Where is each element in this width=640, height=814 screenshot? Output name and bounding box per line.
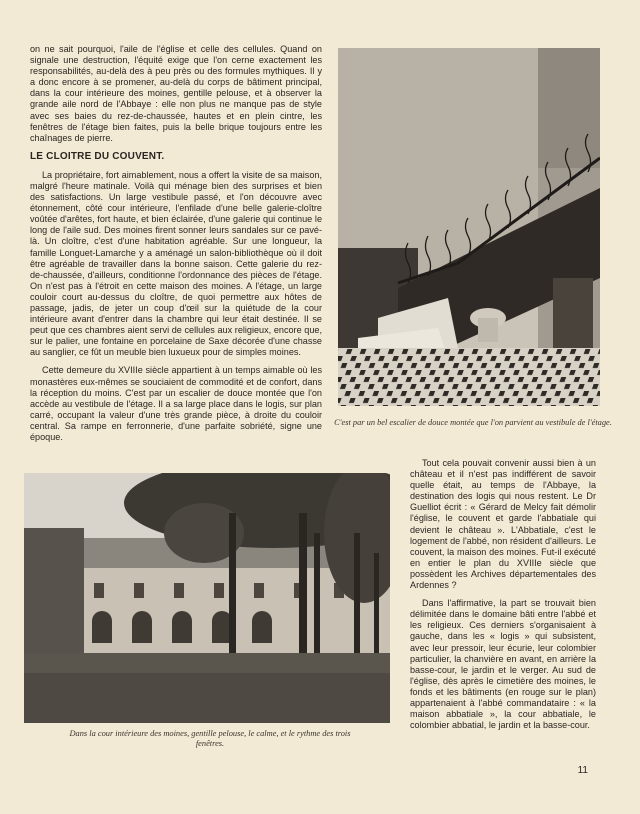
staircase-illustration [338,48,600,406]
left-column [30,44,322,450]
right-column [410,458,596,738]
body-paragraph-3: Tout cela pouvait convenir aussi bien à un château et il n'est pas indifférent de savoir quelle était, au temps de l'Abbaye, la destination des logis qui nous restent. Le Dr Guelliot écrit : « Gérard de Melcy fait démolir l'église, le couvent et garde l'abbatiale qui devient le château ». L'Abbatiale, c'est le logement de l'abbé, non résident d'ailleurs. Le couvent, la maison des moines. Fut-il exécuté en entier le plan du XVIIIe siècle que possèdent les Archives départementales des Ardennes ? [410,458,596,591]
courtyard-photo [24,473,390,723]
courtyard-caption: Dans la cour intérieure des moines, gentille pelouse, le calme, et le rythme des trois fenêtres. [69,729,351,748]
intro-paragraph: on ne sait pourquoi, l'aile de l'église et celle des cellules. Quand on signale une destruction, l'équité exige que l'on cerne exactement les responsabilités, au-delà des à peu près ou des formules mythiques. Il y a donc encore à se promener, au-delà du corps de bâtiment principal, dans la cour intérieure des moines, gentille pelouse, et à observer la grande aile nord de l'Abbaye : elle non plus ne manque pas de style avec ses baies du rez-de-chaussée, hautes et en plein cintre, les fenêtres de l'étage bien faites, puis la belle brique toujours entre les chaînages de pierre. [30,44,322,143]
body-paragraph-2: Cette demeure du XVIIIe siècle appartient à un temps aimable où les monastères eux-mêmes se souciaient de commodité et de confort, dans la réception du moins. C'est par un escalier de douce montée que l'on accède au vestibule de l'étage. Il a sa large place dans le logis, sur plan carré, occupant la valeur d'une très grande pièce, à droite du couloir central. Sa rampe en ferronnerie, d'une parfaite sobriété, signe une époque. [30,365,322,442]
staircase-caption: C'est par un bel escalier de douce montée que l'on parvient au vestibule de l'étage. [334,418,612,427]
staircase-photo [338,48,600,406]
body-paragraph-4: Dans l'affirmative, la part se trouvait bien délimitée dans le domaine bâti entre l'abbé et les religieux. Ces derniers s'organisaient à gauche, dans les « logis » qui subsistent, avec leur pressoir, leur écurie, leur colombier particulier, la chanvière en avant, en arrière la basse-cour, le jardin et le verger. Au sud de l'église, dès après le cimetière des moines, le fonds et les bâtiments (en rouge sur le plan) appartenaient à l'abbé commandataire : « la maison abbatiale », la cour abbatiale, le colombier abbatial, le jardin et la basse-cour. [410,598,596,731]
section-heading: LE CLOITRE DU COUVENT. [30,150,165,162]
body-paragraph-1: La propriétaire, fort aimablement, nous a offert la visite de sa maison, malgré l'heure matinale. Voilà qui ménage bien des surprises et bien des satisfactions. Un large vestibule passé, et l'on découvre avec étonnement, côté cour intérieure, l'enfilade d'une belle galerie-cloître voûtée d'arêtes, fort haute, et bien éclairée, d'une galerie qui continue le long de l'aile sud. Des moines firent sonner leurs sandales sur ce pavé-là. Un cloître, c'est d'une habitation agréable. Sur une longueur, la famille Longuet-Lamarche y a aménagé un salon-bibliothèque où il doit être agréable de travailler dans la bonne saison. Cette galerie du rez-de-chaussée, d'ailleurs, conditionne l'ordonnance des pièces de l'étage. On n'est pas à l'étroit en cette maison des moines. A l'étage, un large couloir court au-dessus du cloître, de quoi permettre aux hôtes de passage, jadis, de jeter un coup d'œil sur la quiétude de la cour intérieure avant d'entrer dans la chambre qui leur était destinée. Il se peut que ces chambres aient servi de cellules aux religieux, encore que, sur le palier, une fontaine en porcelaine de Saxe décorée d'une chasse au sanglier, ce fût un meuble bien luxueux pour de simples moines. [30,169,322,358]
courtyard-illustration [24,473,390,723]
page-number: 11 [577,765,588,776]
